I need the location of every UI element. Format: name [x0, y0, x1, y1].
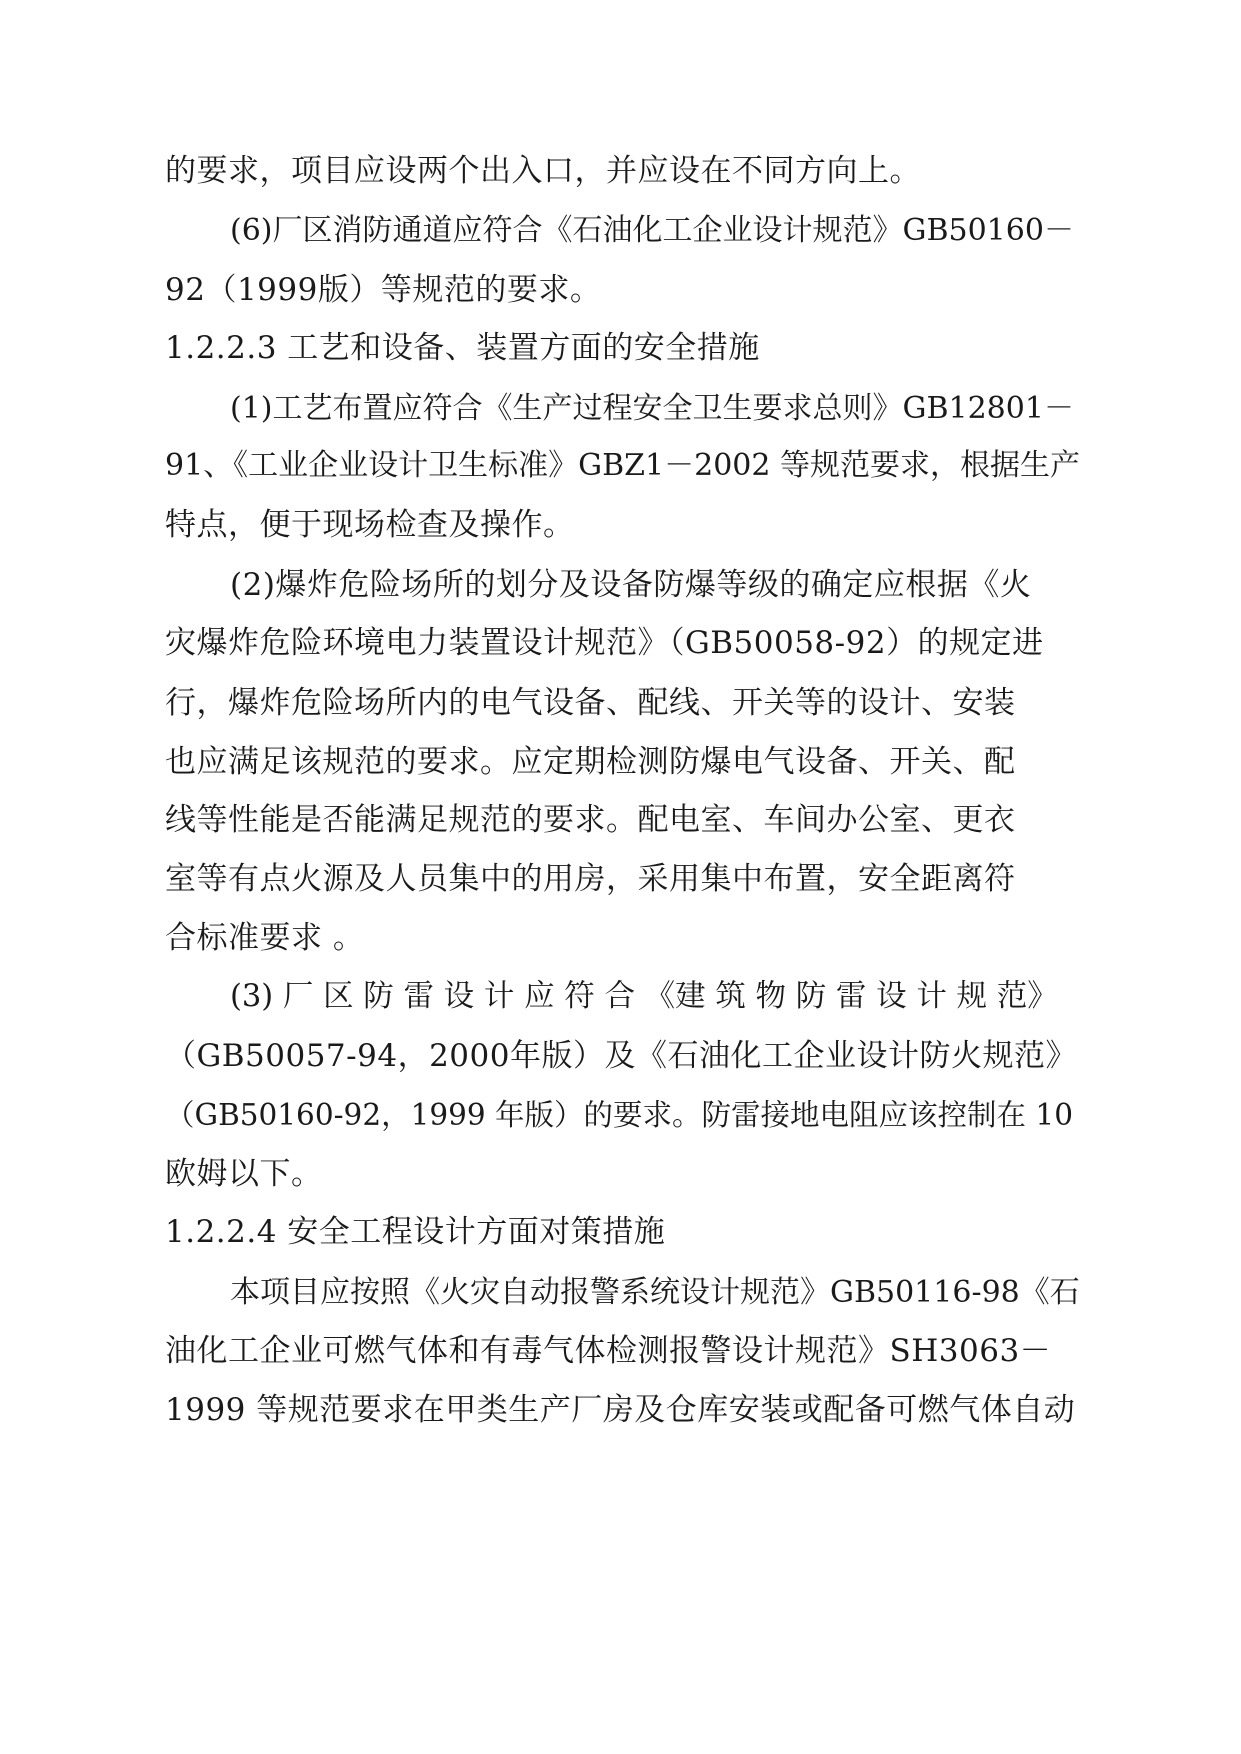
paragraph-line: 92（1999版）等规范的要求。 [165, 272, 602, 308]
paragraph-line: 线等性能是否能满足规范的要求。配电室、车间办公室、更衣 [165, 802, 1016, 838]
paragraph-line: （GB50160-92，1999 年版）的要求。防雷接地电阻应该控制在 10 [165, 1098, 1073, 1132]
paragraph-line: (6)厂区消防通道应符合《石油化工企业设计规范》GB50160－ [230, 213, 1074, 248]
paragraph-line: (1)工艺布置应符合《生产过程安全卫生要求总则》GB12801－ [230, 391, 1074, 426]
paragraph-line: 行，爆炸危险场所内的电气设备、配线、开关等的设计、安装 [165, 685, 1016, 721]
paragraph-line: 油化工企业可燃气体和有毒气体检测报警设计规范》SH3063－ [165, 1333, 1052, 1369]
paragraph-line: 1999 等规范要求在甲类生产厂房及仓库安装或配备可燃气体自动 [165, 1392, 1076, 1428]
paragraph-line: 室等有点火源及人员集中的用房，采用集中布置，安全距离符 [165, 861, 1016, 897]
paragraph-line: 也应满足该规范的要求。应定期检测防爆电气设备、开关、配 [165, 744, 1016, 780]
paragraph-line: (3) 厂 区 防 雷 设 计 应 符 合 《建 筑 物 防 雷 设 计 规 范》 [230, 979, 1058, 1014]
paragraph-line: 91、《工业企业设计卫生标准》GBZ1－2002 等规范要求，根据生产 [165, 448, 1080, 483]
paragraph-line: (2)爆炸危险场所的划分及设备防爆等级的确定应根据《火 [230, 567, 1032, 603]
section-heading: 1.2.2.3 工艺和设备、装置方面的安全措施 [165, 330, 760, 366]
paragraph-line: 欧姆以下。 [165, 1156, 323, 1192]
paragraph-line: 特点，便于现场检查及操作。 [165, 507, 575, 543]
paragraph-line: 本项目应按照《火灾自动报警系统设计规范》GB50116-98《石 [230, 1275, 1080, 1310]
paragraph-line: 灾爆炸危险环境电力装置设计规范》（GB50058-92）的规定进 [165, 625, 1044, 661]
paragraph-line: 合标准要求 。 [165, 920, 365, 956]
paragraph-line: （GB50057-94，2000年版）及《石油化工企业设计防火规范》 [165, 1038, 1077, 1074]
section-heading: 1.2.2.4 安全工程设计方面对策措施 [165, 1214, 666, 1250]
paragraph-line: 的要求，项目应设两个出入口，并应设在不同方向上。 [165, 153, 921, 189]
